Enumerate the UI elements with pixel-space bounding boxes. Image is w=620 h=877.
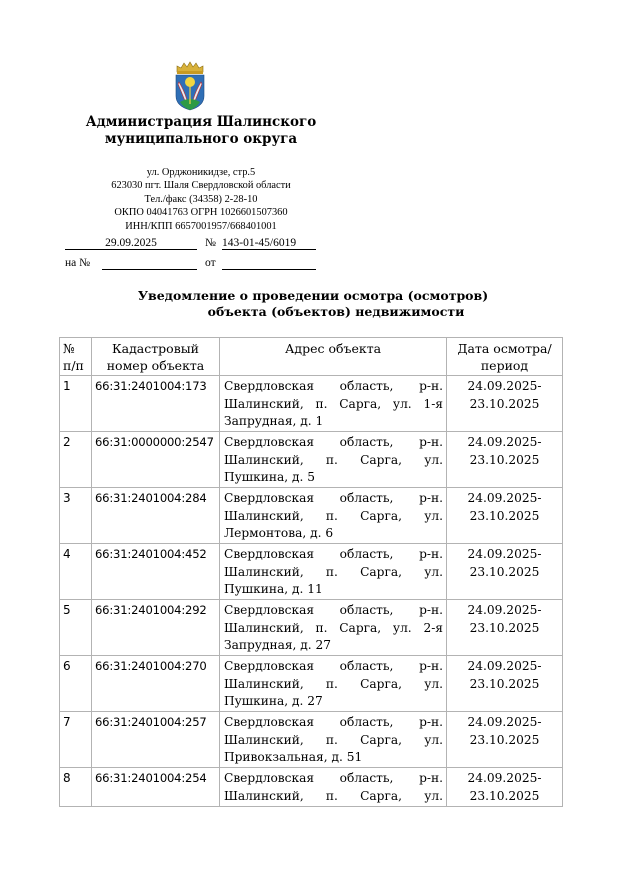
cadastral-number: 66:31:0000000:2547 xyxy=(92,432,220,488)
row-number: 1 xyxy=(60,376,92,432)
inspection-period: 24.09.2025- 23.10.2025 xyxy=(447,432,563,488)
row-number: 5 xyxy=(60,600,92,656)
object-address: Свердловская область, р-н. Шалинский, п. Сарга, ул. Пушкина, д. 27 xyxy=(220,656,447,712)
column-header-date: Дата осмотра/ период xyxy=(447,338,563,376)
cadastral-number: 66:31:2401004:292 xyxy=(92,600,220,656)
inspection-period: 24.09.2025- 23.10.2025 xyxy=(447,600,563,656)
table-row xyxy=(60,768,563,807)
coat-of-arms-icon xyxy=(172,60,208,112)
row-number: 6 xyxy=(60,656,92,712)
address-inn-kpp: ИНН/КПП 6657001957/668401001 xyxy=(125,220,277,232)
table-row xyxy=(60,432,563,488)
document-title-line1: Уведомление о проведении осмотра (осмотров) xyxy=(137,288,489,303)
organization-name xyxy=(60,114,342,148)
table-row xyxy=(60,600,563,656)
inspection-period: 24.09.2025- 23.10.2025 xyxy=(447,544,563,600)
table-header-row xyxy=(60,338,563,376)
document-title xyxy=(100,288,540,320)
document-title-line2: объекта (объектов) недвижимости xyxy=(207,304,465,319)
outgoing-number: 143-01-45/6019 xyxy=(222,237,297,249)
row-number: 2 xyxy=(60,432,92,488)
organization-name-line1: Администрация Шалинского xyxy=(85,114,317,130)
reference-date-field xyxy=(222,256,316,270)
inspection-period: 24.09.2025- 23.10.2025 xyxy=(447,376,563,432)
outgoing-date-field xyxy=(65,236,197,250)
outgoing-number-label: № xyxy=(205,237,216,249)
object-address: Свердловская область, р-н. Шалинский, п. Сарга, ул. 2-я Запрудная, д. 27 xyxy=(220,600,447,656)
inspection-period: 24.09.2025- 23.10.2025 xyxy=(447,768,563,807)
objects-table xyxy=(59,337,563,807)
column-header-number: № п/п xyxy=(60,338,92,376)
column-header-address: Адрес объекта xyxy=(220,338,447,376)
cadastral-number: 66:31:2401004:257 xyxy=(92,712,220,768)
cadastral-number: 66:31:2401004:254 xyxy=(92,768,220,807)
address-phone: Тел./факс (34358) 2-28-10 xyxy=(144,193,258,205)
outgoing-date: 29.09.2025 xyxy=(105,237,157,249)
object-address: Свердловская область, р-н. Шалинский, п. Сарга, ул. xyxy=(220,768,447,807)
column-header-cadastral: Кадастровый номер объекта xyxy=(92,338,220,376)
table-row xyxy=(60,656,563,712)
address-city: 623030 пгт. Шаля Свердловской области xyxy=(111,180,291,192)
object-address: Свердловская область, р-н. Шалинский, п. Сарга, ул. Пушкина, д. 5 xyxy=(220,432,447,488)
organization-address xyxy=(60,166,342,233)
object-address: Свердловская область, р-н. Шалинский, п. Сарга, ул. 1-я Запрудная, д. 1 xyxy=(220,376,447,432)
organization-name-line2: муниципального округа xyxy=(104,131,298,147)
object-address: Свердловская область, р-н. Шалинский, п. Сарга, ул. Лермонтова, д. 6 xyxy=(220,488,447,544)
address-okpo-ogrn: ОКПО 04041763 ОГРН 1026601507360 xyxy=(114,207,288,219)
inspection-period: 24.09.2025- 23.10.2025 xyxy=(447,488,563,544)
object-address: Свердловская область, р-н. Шалинский, п. Сарга, ул. Привокзальная, д. 51 xyxy=(220,712,447,768)
inspection-period: 24.09.2025- 23.10.2025 xyxy=(447,656,563,712)
reference-date-label: от xyxy=(205,257,216,269)
table-row xyxy=(60,376,563,432)
row-number: 3 xyxy=(60,488,92,544)
reference-number-label: на № xyxy=(65,257,91,269)
row-number: 7 xyxy=(60,712,92,768)
table-row xyxy=(60,712,563,768)
reference-number-field xyxy=(102,256,197,270)
cadastral-number: 66:31:2401004:173 xyxy=(92,376,220,432)
table-row xyxy=(60,488,563,544)
cadastral-number: 66:31:2401004:452 xyxy=(92,544,220,600)
table-row xyxy=(60,544,563,600)
cadastral-number: 66:31:2401004:284 xyxy=(92,488,220,544)
cadastral-number: 66:31:2401004:270 xyxy=(92,656,220,712)
inspection-period: 24.09.2025- 23.10.2025 xyxy=(447,712,563,768)
row-number: 8 xyxy=(60,768,92,807)
address-street: ул. Орджоникидзе, стр.5 xyxy=(146,167,256,178)
row-number: 4 xyxy=(60,544,92,600)
outgoing-number-field xyxy=(222,236,316,250)
object-address: Свердловская область, р-н. Шалинский, п. Сарга, ул. Пушкина, д. 11 xyxy=(220,544,447,600)
